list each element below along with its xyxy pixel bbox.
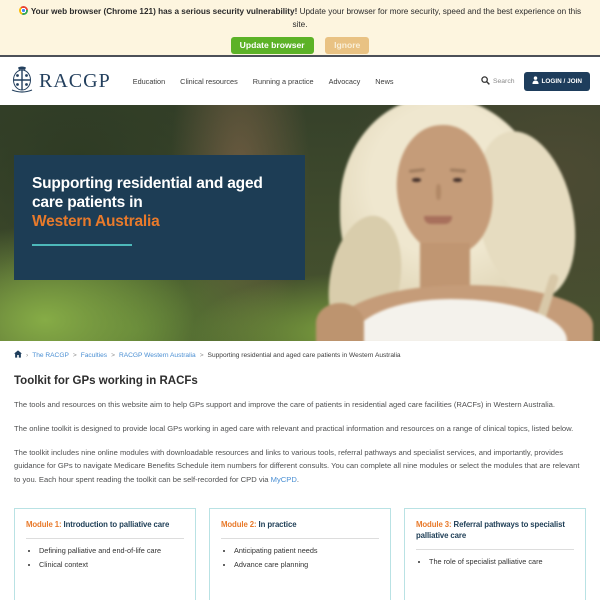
breadcrumb-separator: > xyxy=(199,351,204,359)
breadcrumb-separator: › xyxy=(26,351,29,359)
main-content xyxy=(0,375,600,600)
photo-arm xyxy=(316,303,364,341)
racgp-logo[interactable] xyxy=(10,65,111,98)
module-2-label: Module 2: xyxy=(221,520,257,529)
module-1-title-text: Introduction to palliative care xyxy=(61,520,170,529)
search-button[interactable] xyxy=(481,72,515,90)
nav-item-advocacy[interactable]: Advocacy xyxy=(328,76,361,86)
breadcrumb xyxy=(0,341,600,360)
hero-title-text: Supporting residential and aged care patients in xyxy=(32,175,263,211)
module-1-title xyxy=(26,519,184,530)
breadcrumb-separator: > xyxy=(111,351,115,359)
main-nav xyxy=(133,77,394,86)
hero-section xyxy=(0,105,600,341)
photo-nose xyxy=(436,184,441,200)
logo-text: RACGP xyxy=(39,69,111,92)
card-divider xyxy=(221,538,379,539)
banner-message-rest: Update your browser for more security, speed and the best experience on this site. xyxy=(292,7,582,29)
chrome-icon xyxy=(19,6,28,15)
module-3-title-text: Referral pathways to specialist palliative care xyxy=(416,520,565,540)
banner-message xyxy=(11,6,589,31)
module-2-topic-list xyxy=(221,546,379,570)
list-item: • Anticipating patient needs xyxy=(234,546,379,556)
nav-item-education[interactable]: Education xyxy=(132,76,166,86)
racgp-crest-icon xyxy=(10,65,34,98)
home-icon[interactable] xyxy=(14,350,22,360)
login-join-button[interactable] xyxy=(524,72,590,91)
paragraph3-text: The toolkit includes nine online modules with downloadable resources and links to various tools, referral pathways and specialist services, and importantly, provides guidance for GPs to navigate Medicare Benefits Schedule item numbers for different consults. You can complete all nine modules or select the modules that are relevant to you. Each hour spent reading the toolkit can be self-recorded for CPD via xyxy=(14,447,580,484)
photo-eye xyxy=(453,178,462,182)
module-cards xyxy=(14,508,586,600)
breadcrumb-current: Supporting residential and aged care patients in Western Australia xyxy=(207,351,401,359)
search-icon xyxy=(481,72,490,90)
list-item: • The role of specialist palliative care xyxy=(429,557,574,567)
banner-message-bold: Your web browser (Chrome 121) has a serious security vulnerability! xyxy=(30,7,298,16)
module-1-label: Module 1: xyxy=(26,520,62,529)
search-label: Search xyxy=(492,77,515,85)
intro-paragraph-1: The tools and resources on this website aim to help GPs support and improve the care of patients in residential aged care facilities (RACFs) in Western Australia. xyxy=(14,399,555,409)
paragraph3-text-after: . xyxy=(296,474,299,484)
photo-eye xyxy=(412,178,421,182)
list-item: • Advance care planning xyxy=(234,560,379,570)
hero-title-panel xyxy=(14,155,305,280)
card-divider xyxy=(416,549,574,550)
header-right xyxy=(481,72,590,91)
module-2-title-text: In practice xyxy=(256,520,297,529)
list-item: • Defining palliative and end-of-life care xyxy=(39,546,184,556)
breadcrumb-link-racgp-wa[interactable]: RACGP Western Australia xyxy=(118,351,196,359)
nav-item-running-a-practice[interactable]: Running a practice xyxy=(252,76,314,86)
login-join-label: LOGIN / JOIN xyxy=(541,77,582,85)
module-3-card[interactable] xyxy=(404,508,586,600)
module-3-topic-list xyxy=(416,557,574,567)
hero-teal-rule xyxy=(32,244,132,246)
hero-title xyxy=(32,174,287,231)
module-3-title xyxy=(416,519,574,541)
page-title: Toolkit for GPs working in RACFs xyxy=(14,375,198,387)
update-browser-button[interactable]: Update browser xyxy=(231,37,314,54)
module-2-title xyxy=(221,519,379,530)
breadcrumb-link-faculties[interactable]: Faculties xyxy=(80,351,108,359)
site-header xyxy=(0,57,600,105)
ignore-button[interactable]: Ignore xyxy=(325,37,369,54)
browser-update-banner xyxy=(0,0,600,57)
user-icon xyxy=(532,76,539,86)
intro-paragraph-3 xyxy=(14,446,586,487)
card-divider xyxy=(26,538,184,539)
module-2-card[interactable] xyxy=(209,508,391,600)
photo-mouth xyxy=(424,216,452,224)
nav-item-news[interactable]: News xyxy=(375,76,394,86)
breadcrumb-link-the-racgp[interactable]: The RACGP xyxy=(32,351,69,359)
mycpd-link[interactable]: MyCPD xyxy=(270,474,297,484)
list-item: • Clinical context xyxy=(39,560,184,570)
nav-item-clinical-resources[interactable]: Clinical resources xyxy=(180,76,238,86)
breadcrumb-separator: > xyxy=(72,351,77,359)
module-1-topic-list xyxy=(26,546,184,570)
module-3-label: Module 3: xyxy=(416,520,452,529)
banner-buttons xyxy=(0,35,600,54)
intro-paragraph-2: The online toolkit is designed to provide local GPs working in aged care with relevant and practical information and resources on a range of clinical topics, listed below. xyxy=(14,423,574,433)
module-1-card[interactable] xyxy=(14,508,196,600)
hero-title-highlight: Western Australia xyxy=(32,213,160,230)
